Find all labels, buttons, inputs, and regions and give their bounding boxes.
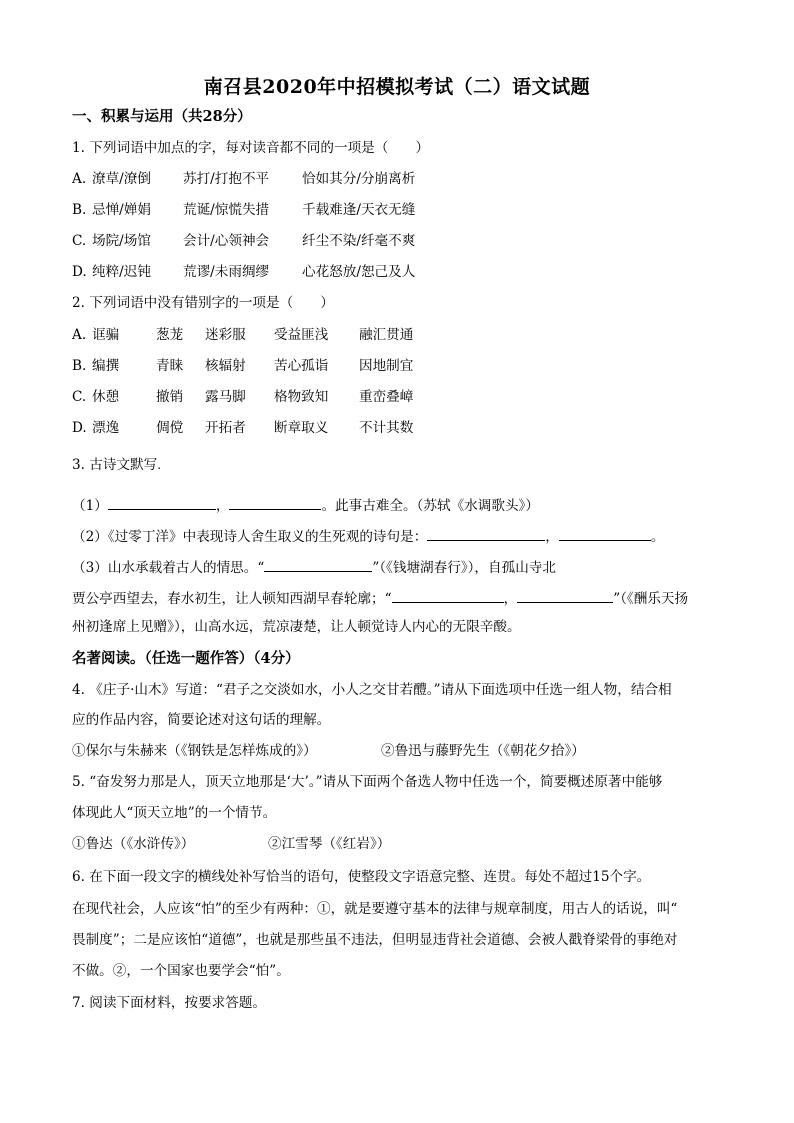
option-label: C. xyxy=(72,389,87,405)
part-text: 。此事古难全。（苏轼《水调歌头》） xyxy=(321,498,539,514)
option-label: D. xyxy=(72,420,87,436)
part-text: ”（《钱塘湖春行》），自孤山寺北 xyxy=(372,560,556,576)
part-label: （1） xyxy=(72,498,108,514)
question-5-option-1: ①鲁达（《水浒传》） xyxy=(72,836,195,852)
question-3-part-3-line-1 xyxy=(72,559,556,576)
dot-mark: . xyxy=(157,458,162,472)
question-3-part-2 xyxy=(72,528,664,545)
punct: ， xyxy=(215,498,230,514)
question-3-part-1 xyxy=(72,497,539,514)
option-item: 潦草/潦倒 xyxy=(92,171,151,187)
option-item: 开拓者 xyxy=(205,420,246,436)
part-text: 贾公亭西望去，春水初生，让人顿知西湖早春轮廓；“ xyxy=(72,591,392,607)
option-item: 千载难逢/天衣无缝 xyxy=(302,202,416,218)
option-item: 编撰 xyxy=(92,358,120,374)
punct: 。 xyxy=(650,529,665,545)
option-label: A. xyxy=(72,327,87,343)
question-4-line-1: 4. 《庄子·山木》写道：“君子之交淡如水，小人之交甘若醴。”请从下面选项中任选一组人物，结合相 xyxy=(72,682,672,698)
option-item: 纯粹/迟钝 xyxy=(92,264,151,280)
question-4-option-2: ②鲁迅与藤野先生（《朝花夕拾》） xyxy=(381,743,585,759)
option-item: 忌惮/婵娟 xyxy=(92,202,151,218)
question-6-line-1: 6. 在下面一段文字的横线处补写恰当的语句，使整段文字语意完整、连贯。每处不超过15个字。 xyxy=(72,869,651,885)
question-6-line-3: 畏制度”；二是应该怕“道德”，也就是那些虽不违法，但明显违背社会道德、会被人戳脊梁骨的事绝对 xyxy=(72,932,678,948)
option-item: 迷彩服 xyxy=(205,327,246,343)
option-item: 苦心孤诣 xyxy=(274,358,329,374)
option-item: 诓骗 xyxy=(92,327,120,343)
answer-blank[interactable] xyxy=(229,497,321,510)
option-item: 断章取义 xyxy=(274,420,329,436)
option-item: 露马脚 xyxy=(205,389,246,405)
question-5-option-2: ②江雪琴（《红岩》） xyxy=(268,836,391,852)
option-item: 撤销 xyxy=(156,389,184,405)
section-heading-2: 名著阅读。（任选一题作答）（4分） xyxy=(72,650,300,667)
question-4-option-1: ①保尔与朱赫来（《钢铁是怎样炼成的》） xyxy=(72,743,317,759)
option-item: 重峦叠嶂 xyxy=(359,389,414,405)
option-item: 融汇贯通 xyxy=(359,327,414,343)
answer-blank[interactable] xyxy=(108,497,216,510)
question-6-line-4: 不做。②，一个国家也要学会“怕”。 xyxy=(72,963,290,979)
option-item: 不计其数 xyxy=(359,420,414,436)
section-heading-1: 一、积累与运用（共28分） xyxy=(72,108,252,125)
option-item: 荒诞/惊慌失措 xyxy=(183,202,270,218)
question-5-line-2: 体现此人“顶天立地”的一个情节。 xyxy=(72,805,277,821)
question-4-line-2: 应的作品内容，简要论述对这句话的理解。 xyxy=(72,712,331,728)
option-item: 核辐射 xyxy=(205,358,246,374)
page-title: 南召县2020年中招模拟考试（二）语文试题 xyxy=(203,76,591,98)
option-label: A. xyxy=(72,171,87,187)
option-item: 格物致知 xyxy=(274,389,329,405)
answer-blank[interactable] xyxy=(392,590,504,603)
option-item: 葱茏 xyxy=(156,327,184,343)
option-item: 会计/心领神会 xyxy=(183,233,270,249)
answer-blank[interactable] xyxy=(264,559,372,572)
question-3-part-3-line-3: 州初逢席上见赠》），山高水远，荒凉凄楚，让人顿觉诗人内心的无限辛酸。 xyxy=(72,619,521,635)
answer-blank[interactable] xyxy=(559,528,651,541)
question-3-part-3-line-2 xyxy=(72,590,688,607)
option-item: 荒谬/未雨绸缪 xyxy=(183,264,270,280)
punct: ， xyxy=(545,529,559,545)
option-item: 场院/场馆 xyxy=(92,233,151,249)
question-6-line-2: 在现代社会，人应该“怕”的至少有两种：①，就是要遵守基本的法律与规章制度，用古人的话说，叫“ xyxy=(72,901,678,917)
question-1-stem: 1. 下列词语中加点的字，每对读音都不同的一项是（ ） xyxy=(72,140,430,156)
option-item: 纤尘不染/纤毫不爽 xyxy=(302,233,416,249)
answer-blank[interactable] xyxy=(517,590,613,603)
punct: ， xyxy=(503,591,518,607)
option-item: 休憩 xyxy=(92,389,120,405)
question-5-line-1: 5. “奋发努力那是人，顶天立地那是‘大’。”请从下面两个备选人物中任选一个，简要概述原著中能够 xyxy=(72,774,663,790)
part-text: ”（《酬乐天扬 xyxy=(613,591,689,607)
option-item: 倜傥 xyxy=(156,420,184,436)
answer-blank[interactable] xyxy=(427,528,545,541)
option-item: 漂逸 xyxy=(92,420,120,436)
question-2-stem: 2. 下列词语中没有错别字的一项是（ ） xyxy=(72,295,334,311)
option-item: 苏打/打抱不平 xyxy=(183,171,270,187)
option-item: 青睐 xyxy=(156,358,184,374)
part-text: （3）山水承载着古人的情思。“ xyxy=(72,560,265,576)
question-3-stem-text: 3. 古诗文默写 xyxy=(72,457,158,473)
question-7-line-1: 7. 阅读下面材料，按要求答题。 xyxy=(72,995,267,1011)
question-3-stem xyxy=(72,459,161,473)
part-text: （2）《过零丁洋》中表现诗人舍生取义的生死观的诗句是： xyxy=(72,529,428,545)
option-label: D. xyxy=(72,264,87,280)
option-label: B. xyxy=(72,358,87,374)
option-item: 恰如其分/分崩离析 xyxy=(302,171,416,187)
option-item: 因地制宜 xyxy=(359,358,414,374)
option-item: 心花怒放/恕己及人 xyxy=(302,264,416,280)
option-label: B. xyxy=(72,202,87,218)
option-label: C. xyxy=(72,233,87,249)
option-item: 受益匪浅 xyxy=(274,327,329,343)
